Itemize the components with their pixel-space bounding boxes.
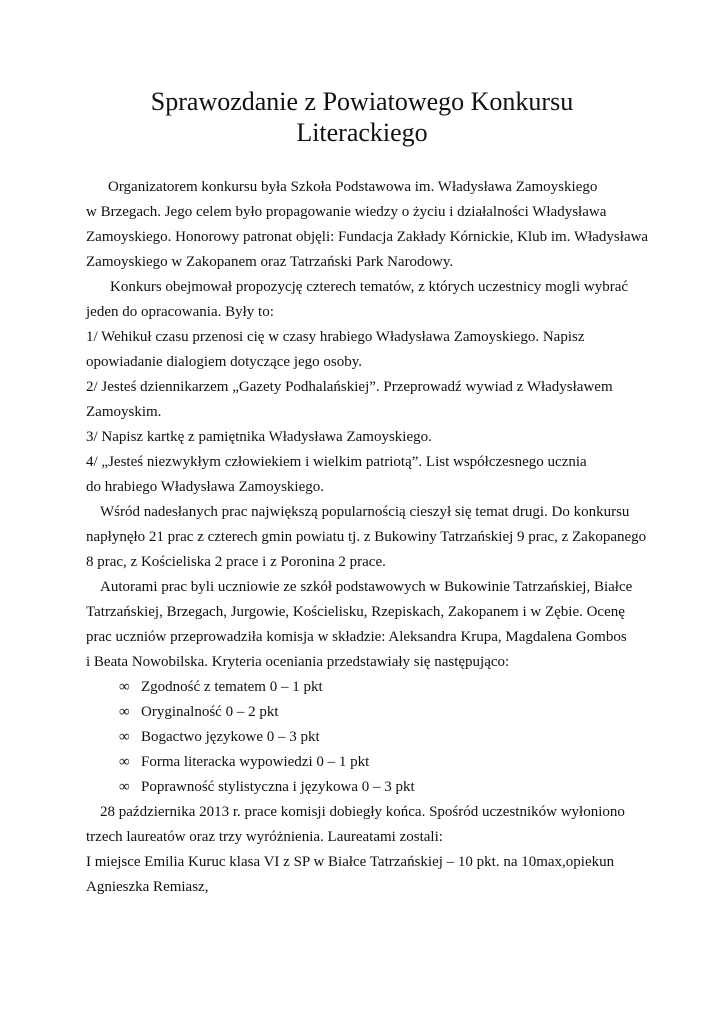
paragraph-line: Konkurs obejmował propozycję czterech tematów, z których uczestnicy mogli wybrać — [110, 279, 629, 295]
criterion-text: Oryginalność 0 – 2 pkt — [141, 704, 279, 720]
list-item — [86, 675, 686, 700]
list-item — [86, 725, 686, 750]
paragraph-line: I miejsce Emilia Kuruc klasa VI z SP w Białce Tatrzańskiej – 10 pkt. na 10max,opiekun — [86, 854, 615, 870]
paragraph-line: i Beata Nowobilska. Kryteria oceniania przedstawiały się następująco: — [86, 654, 510, 670]
paragraph-line: prac uczniów przeprowadziła komisja w składzie: Aleksandra Krupa, Magdalena Gombos — [86, 629, 627, 645]
infinity-bullet-icon: ∞ — [119, 754, 130, 770]
paragraph-line: Zamoyskim. — [86, 404, 162, 420]
paragraph-line: 28 października 2013 r. prace komisji dobiegły końca. Spośród uczestników wyłoniono — [100, 804, 625, 820]
paragraph-line: napłynęło 21 prac z czterech gmin powiatu tj. z Bukowiny Tatrzańskiej 9 prac, z Zakopanego — [86, 529, 647, 545]
paragraph-line: do hrabiego Władysława Zamoyskiego. — [86, 479, 324, 495]
paragraph-line: 8 prac, z Kościeliska 2 prace i z Poronina 2 prace. — [86, 554, 386, 570]
criterion-text: Zgodność z tematem 0 – 1 pkt — [141, 679, 323, 695]
criterion-text: Forma literacka wypowiedzi 0 – 1 pkt — [141, 754, 370, 770]
criteria-list — [86, 675, 686, 800]
paragraph-line: Zamoyskiego w Zakopanem oraz Tatrzański Park Narodowy. — [86, 254, 454, 270]
paragraph-line: 4/ „Jesteś niezwykłym człowiekiem i wielkim patriotą”. List współczesnego ucznia — [86, 454, 587, 470]
infinity-bullet-icon: ∞ — [119, 679, 130, 695]
infinity-bullet-icon: ∞ — [119, 779, 130, 795]
paragraph-line: opowiadanie dialogiem dotyczące jego osoby. — [86, 354, 363, 370]
paragraph-line: 2/ Jesteś dziennikarzem „Gazety Podhalańskiej”. Przeprowadź wywiad z Władysławem — [86, 379, 613, 395]
list-item — [86, 775, 686, 800]
paragraph-line: Tatrzańskiej, Brzegach, Jurgowie, Kościelisku, Rzepiskach, Zakopanem i w Zębie. Ocenę — [86, 604, 625, 620]
document-body — [86, 175, 686, 900]
paragraph-line: trzech laureatów oraz trzy wyróżnienia. Laureatami zostali: — [86, 829, 443, 845]
document-title — [0, 86, 724, 148]
paragraph-line: w Brzegach. Jego celem było propagowanie wiedzy o życiu i działalności Władysława — [86, 204, 607, 220]
criterion-text: Bogactwo językowe 0 – 3 pkt — [141, 729, 320, 745]
criterion-text: Poprawność stylistyczna i językowa 0 – 3 pkt — [141, 779, 415, 795]
paragraph-line: jeden do opracowania. Były to: — [86, 304, 274, 320]
infinity-bullet-icon: ∞ — [119, 704, 130, 720]
paragraph-line: 3/ Napisz kartkę z pamiętnika Władysława Zamoyskiego. — [86, 429, 432, 445]
paragraph-line: 1/ Wehikuł czasu przenosi cię w czasy hrabiego Władysława Zamoyskiego. Napisz — [86, 329, 585, 345]
paragraph-line: Zamoyskiego. Honorowy patronat objęli: Fundacja Zakłady Kórnickie, Klub im. Władysława — [86, 229, 649, 245]
paragraph-line: Agnieszka Remiasz, — [86, 879, 209, 895]
paragraph-line: Organizatorem konkursu była Szkoła Podstawowa im. Władysława Zamoyskiego — [108, 179, 598, 195]
paragraph-line: Wśród nadesłanych prac największą popularnością cieszył się temat drugi. Do konkursu — [100, 504, 630, 520]
paragraph-line: Autorami prac byli uczniowie ze szkół podstawowych w Bukowinie Tatrzańskiej, Białce — [100, 579, 633, 595]
list-item — [86, 750, 686, 775]
list-item — [86, 700, 686, 725]
title-line: Literackiego — [296, 118, 428, 147]
infinity-bullet-icon: ∞ — [119, 729, 130, 745]
title-line: Sprawozdanie z Powiatowego Konkursu — [150, 87, 574, 116]
